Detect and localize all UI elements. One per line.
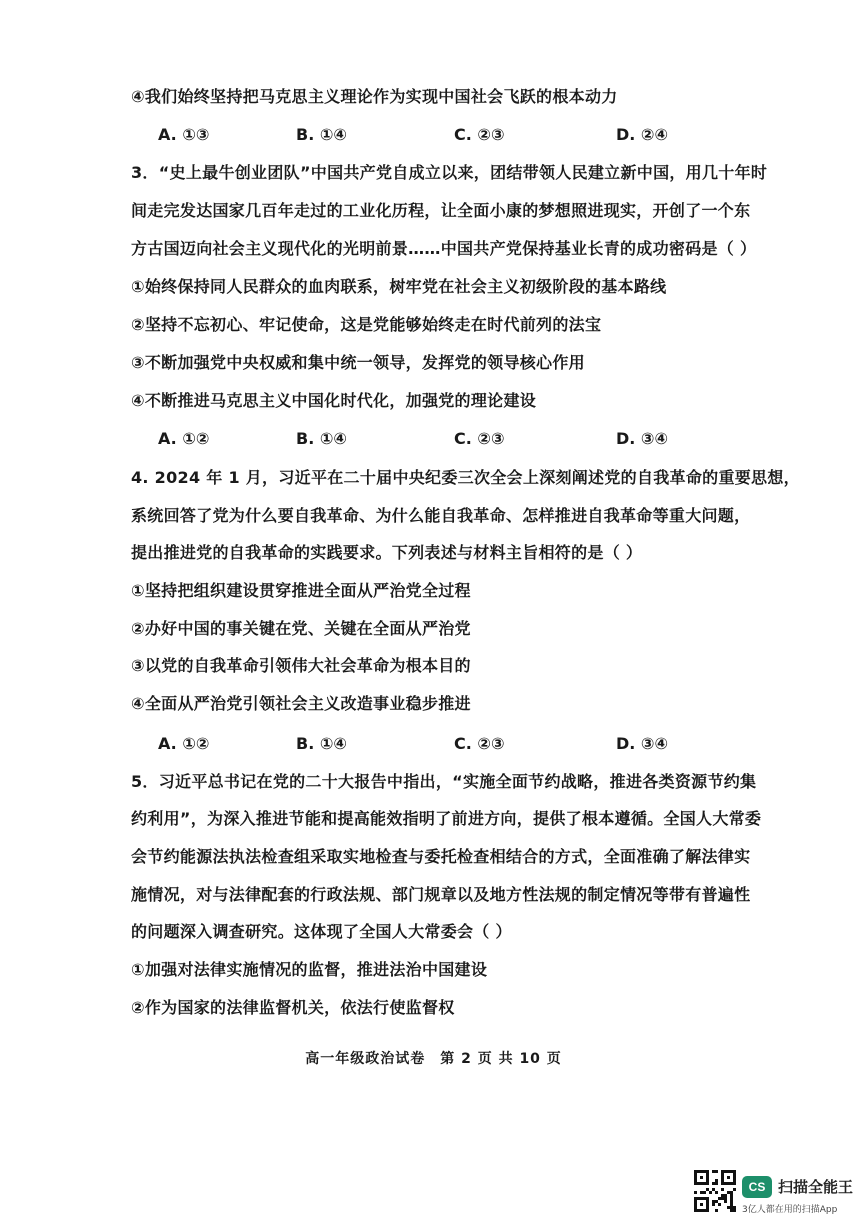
q3-option-d: D. ③④ [616,429,669,448]
q4-option-c: C. ②③ [454,734,505,753]
q4-item-3: ③以党的自我革命引领伟大社会革命为根本目的 [131,656,471,675]
q5-stem-line-4: 施情况，对与法律配套的行政法规、部门规章以及地方性法规的制定情况等带有普遍性 [131,885,751,904]
q3-item-1: ①始终保持同人民群众的血肉联系，树牢党在社会主义初级阶段的基本路线 [131,277,667,296]
qr-code-icon [694,1170,736,1212]
q5-stem-line-1: 5．习近平总书记在党的二十大报告中指出，“实施全面节约战略，推进各类资源节约集 [131,772,757,791]
q4-stem-line-2: 系统回答了党为什么要自我革命、为什么能自我革命、怎样推进自我革命等重大问题， [131,506,751,525]
q4-item-4: ④全面从严治党引领社会主义改造事业稳步推进 [131,694,471,713]
q4-item-2: ②办好中国的事关键在党、关键在全面从严治党 [131,619,471,638]
q2-option-d: D. ②④ [616,125,669,144]
q2-option-c: C. ②③ [454,125,505,144]
scanner-watermark [694,1170,864,1216]
scanner-tagline: 3亿人都在用的扫描App [742,1205,838,1215]
q3-options [158,428,718,450]
q4-stem-line-3: 提出推进党的自我革命的实践要求。下列表述与材料主旨相符的是（ ） [131,543,643,562]
q3-option-b: B. ①④ [296,429,347,448]
q2-option-a: A. ①③ [158,125,210,144]
q2-option-b: B. ①④ [296,125,347,144]
q4-stem-line-1: 4. 2024 年 1 月，习近平在二十届中央纪委三次全会上深刻阐述党的自我革命的重要思想， [131,468,800,487]
scanner-app-name: 扫描全能王 [778,1178,854,1196]
q5-stem-line-2: 约利用”，为深入推进节能和提高能效指明了前进方向，提供了根本遵循。全国人大常委 [131,809,762,828]
q2-item-4: ④我们始终坚持把马克思主义理论作为实现中国社会飞跃的根本动力 [131,87,618,106]
q3-item-3: ③不断加强党中央权威和集中统一领导，发挥党的领导核心作用 [131,353,585,372]
q4-item-1: ①坚持把组织建设贯穿推进全面从严治党全过程 [131,581,471,600]
camscanner-logo-icon: CS [742,1176,772,1198]
q3-item-2: ②坚持不忘初心、牢记使命，这是党能够始终走在时代前列的法宝 [131,315,602,334]
q4-option-d: D. ③④ [616,734,669,753]
q3-stem-line-2: 间走完发达国家几百年走过的工业化历程，让全面小康的梦想照进现实，开创了一个东 [131,201,751,220]
q2-options [158,124,718,146]
q4-option-a: A. ①② [158,734,210,753]
q4-option-b: B. ①④ [296,734,347,753]
q5-item-2: ②作为国家的法律监督机关，依法行使监督权 [131,998,455,1017]
q3-stem-line-3: 方古国迈向社会主义现代化的光明前景……中国共产党保持基业长青的成功密码是（ ） [131,239,757,258]
q3-option-a: A. ①② [158,429,210,448]
q5-item-1: ①加强对法律实施情况的监督，推进法治中国建设 [131,960,488,979]
q3-option-c: C. ②③ [454,429,505,448]
q3-item-4: ④不断推进马克思主义中国化时代化，加强党的理论建设 [131,391,537,410]
page-footer: 高一年级政治试卷 第 2 页 共 10 页 [305,1051,562,1067]
q5-stem-line-5: 的问题深入调查研究。这体现了全国人大常委会（ ） [131,922,512,941]
q4-options [158,733,718,755]
q3-stem-line-1: 3．“史上最牛创业团队”中国共产党自成立以来，团结带领人民建立新中国，用几十年时 [131,163,768,182]
q5-stem-line-3: 会节约能源法执法检查组采取实地检查与委托检查相结合的方式，全面准确了解法律实 [131,847,751,866]
